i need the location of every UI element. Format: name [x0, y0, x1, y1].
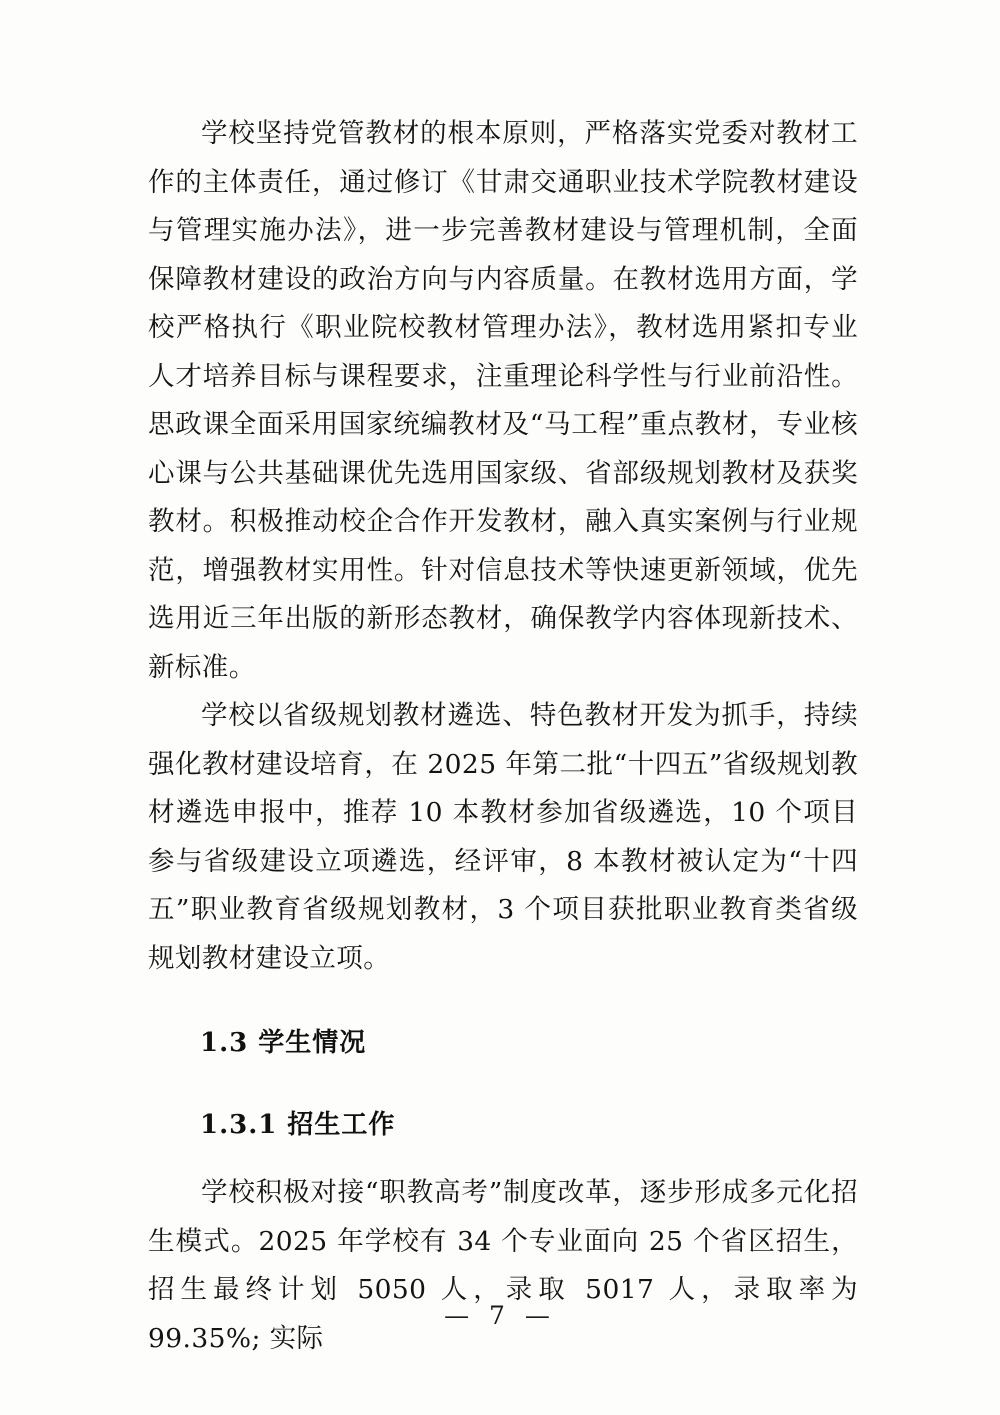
heading-student-situation: 1.3 学生情况	[200, 1028, 367, 1058]
section-spacer	[148, 1149, 858, 1169]
paragraph-textbook-management: 学校坚持党管教材的根本原则，严格落实党委对教材工作的主体责任，通过修订《甘肃交通职业技术学院教材建设与管理实施办法》，进一步完善教材建设与管理机制，全面保障教材建设的政治方向与内容质量。在教材选用方面，学校严格执行《职业院校教材管理办法》，教材选用紧扣专业人才培养目标与课程要求，注重理论科学性与行业前沿性。思政课全面采用国家统编教材及“马工程”重点教材，专业核心课与公共基础课优先选用国家级、省部级规划教材及获奖教材。积极推动校企合作开发教材，融入真实案例与行业规范，增强教材实用性。针对信息技术等快速更新领域，优先选用近三年出版的新形态教材，确保教学内容体现新技术、新标准。	[148, 118, 858, 683]
page-content	[148, 110, 858, 1363]
heading-enrollment-work: 1.3.1 招生工作	[200, 1110, 396, 1140]
paragraph-enrollment: 学校积极对接“职教高考”制度改革，逐步形成多元化招生模式。2025 年学校有 34 个专业面向 25 个省区招生，招生最终计划 5050 人，录取 5017 人，录取率为 99.35%; 实际	[148, 1177, 858, 1354]
paragraph-textbook-selection: 学校以省级规划教材遴选、特色教材开发为抓手，持续强化教材建设培育，在 2025 年第二批“十四五”省级规划教材遴选申报中，推荐 10 本教材参加省级遴选，10 个项目参与省级建设立项遴选，经评审，8 本教材被认定为“十四五”职业教育省级规划教材，3 个项目获批职业教育类省级规划教材建设立项。	[148, 700, 858, 974]
page-number: — 7 —	[444, 1301, 556, 1330]
